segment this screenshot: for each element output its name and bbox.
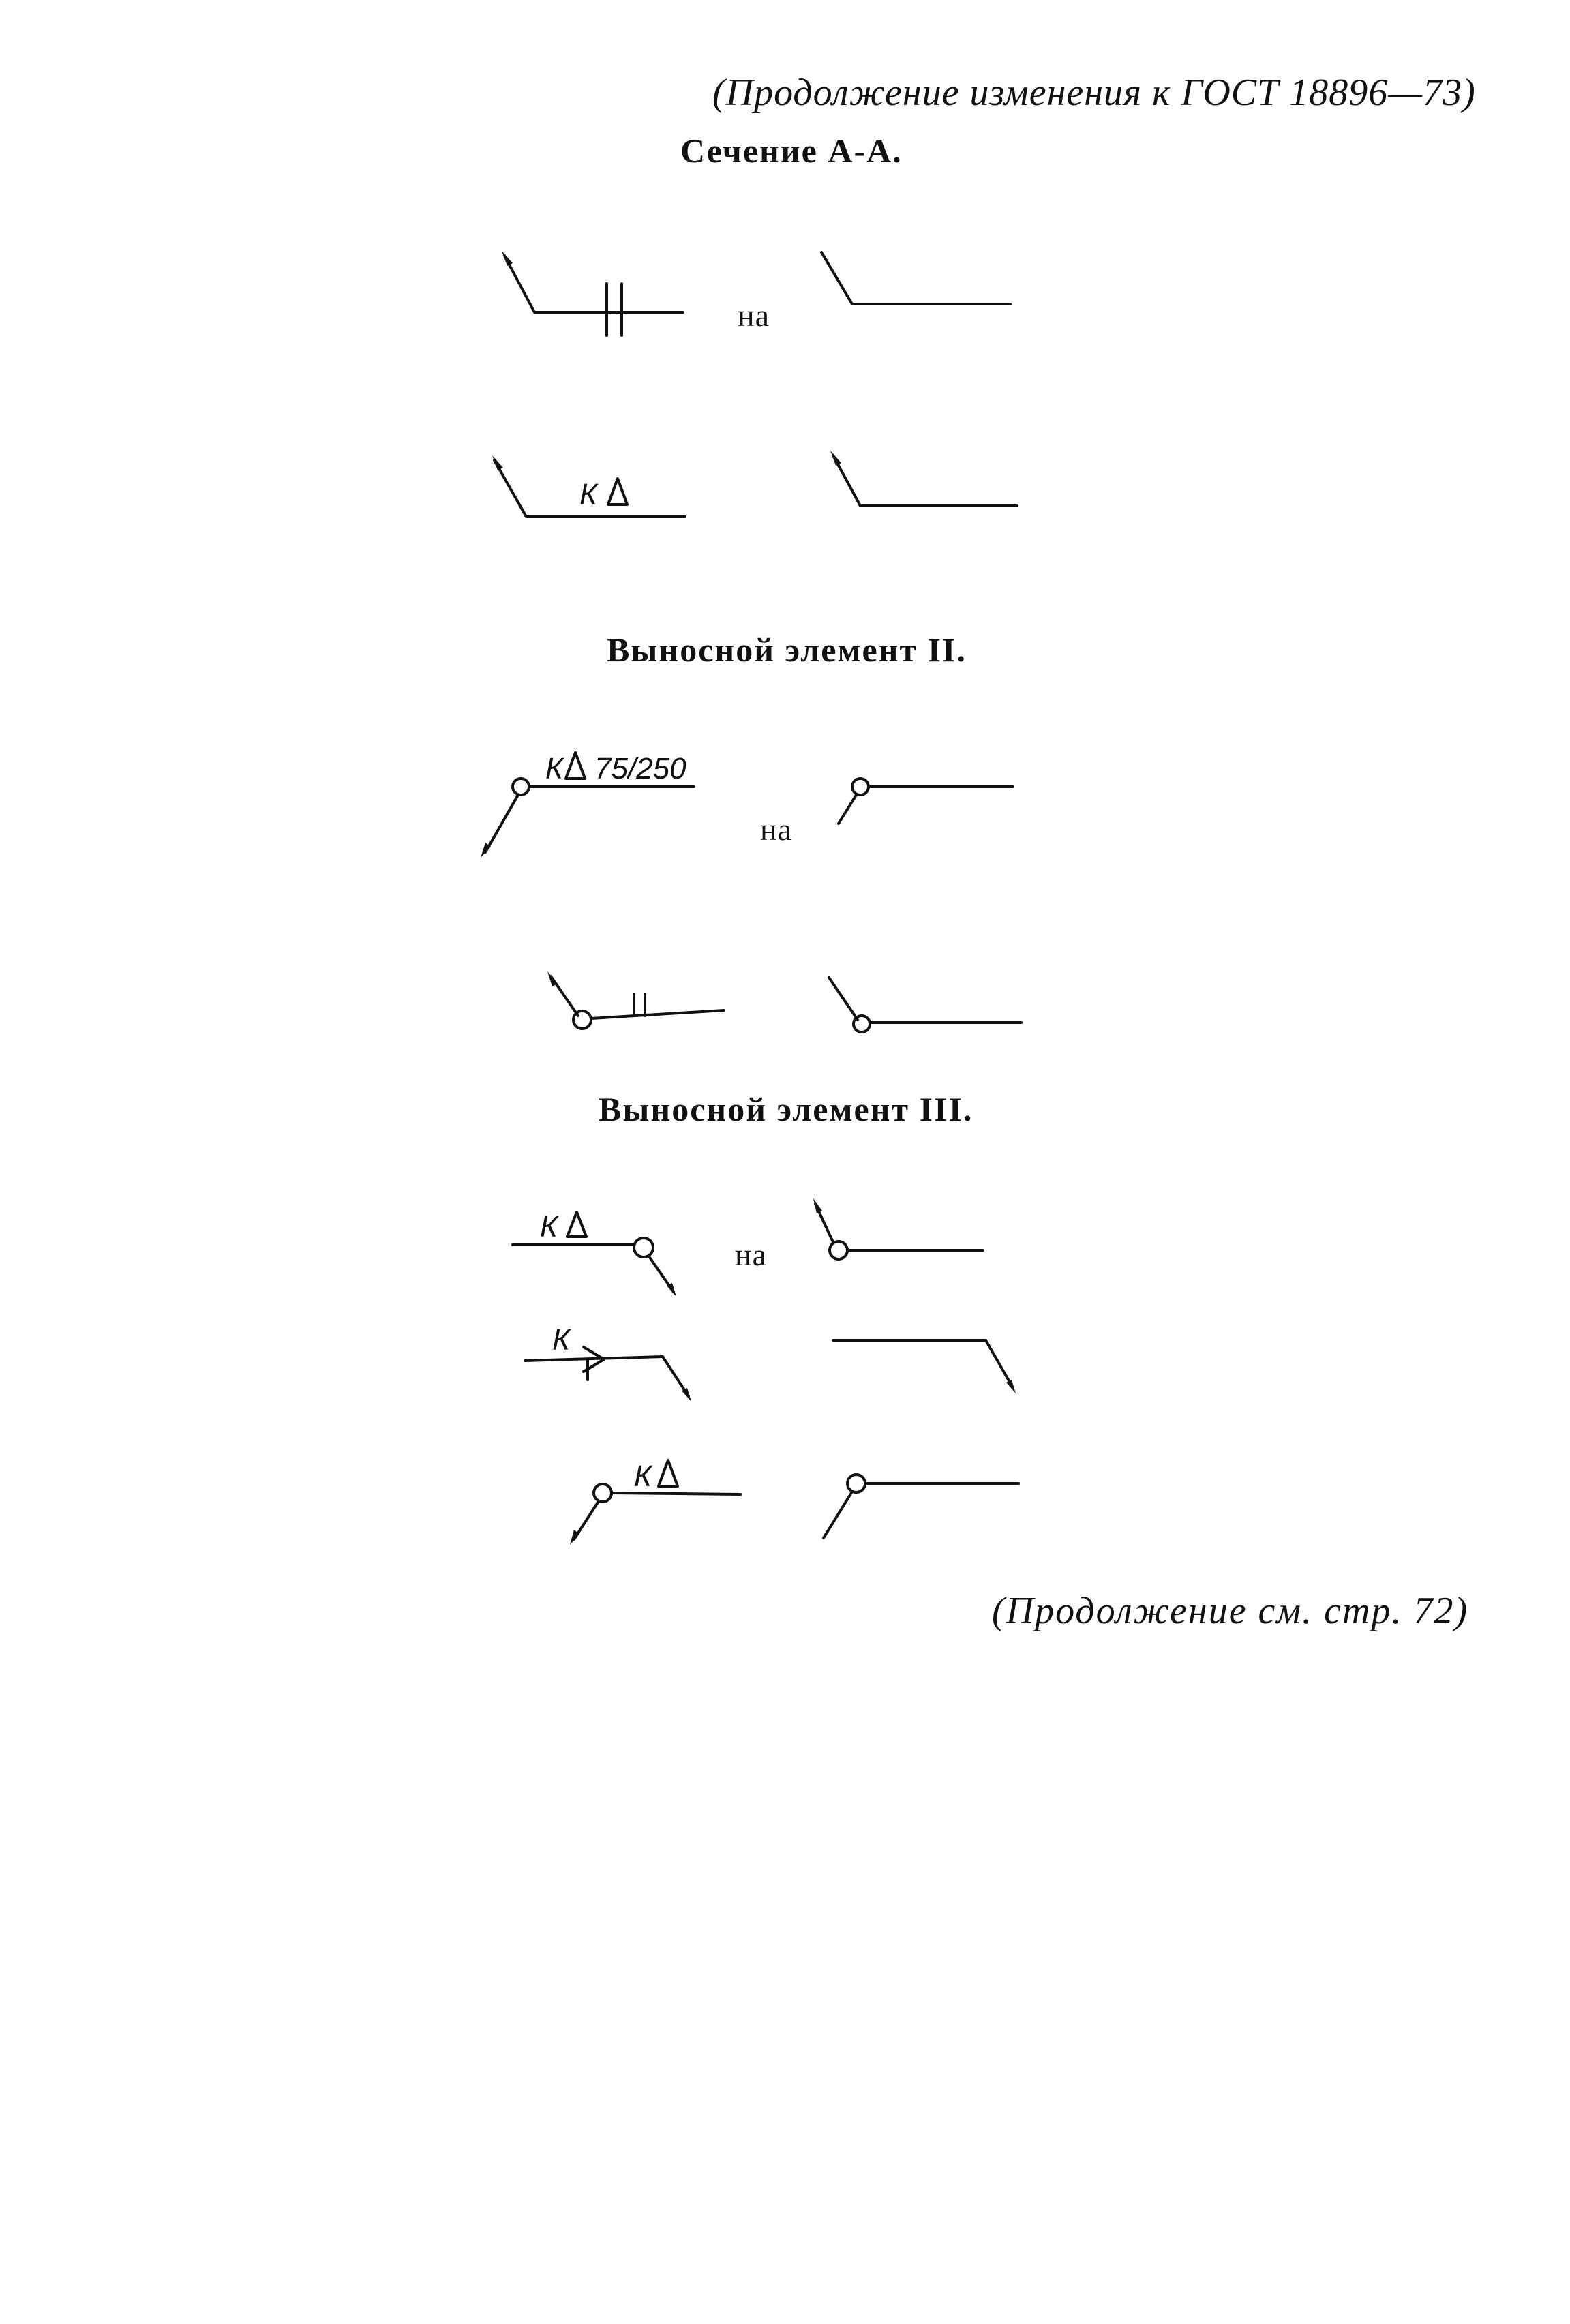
detail2-row2-new-symbol [829, 978, 1021, 1032]
detail3-row2-k-label: К [552, 1323, 570, 1357]
replacement-word-2: на [760, 812, 793, 847]
aa-row2-new-symbol [830, 451, 1017, 506]
detail2-k-label: К [545, 752, 563, 785]
detail3-row1-new-symbol [813, 1198, 983, 1259]
detail3-row3-old-symbol [570, 1460, 740, 1545]
section-title-detail-3: Выносной элемент III. [599, 1090, 973, 1128]
detail3-row1-old-symbol [513, 1210, 676, 1297]
section-title-aa: Сечение А-А. [680, 132, 903, 170]
aa-row2-old-symbol [492, 455, 685, 517]
detail2-row2-old-symbol [547, 971, 724, 1029]
fillet-weld-triangle-icon [566, 753, 585, 779]
detail3-row1-k-label: К [540, 1210, 558, 1243]
aa-row1-new-symbol [821, 252, 1010, 304]
detail3-row2-old-symbol [525, 1323, 691, 1402]
intermittent-dims-label: 75/250 [594, 752, 686, 785]
fillet-weld-triangle-icon [608, 479, 627, 504]
replacement-word-3: на [735, 1237, 768, 1272]
aa-row1-old-symbol [502, 251, 683, 335]
fillet-weld-triangle-icon [659, 1460, 678, 1486]
replacement-word-1: на [738, 298, 770, 333]
detail3-row3-new-symbol [824, 1475, 1018, 1538]
aa-row2-k-label: К [579, 478, 597, 511]
detail2-row1-new-symbol [839, 779, 1013, 824]
detail2-row1-old-symbol [481, 752, 694, 858]
section-title-detail-2: Выносной элемент II. [607, 631, 967, 669]
header-note: (Продолжение изменения к ГОСТ 18896—73) [712, 72, 1476, 114]
detail3-row2-new-symbol [833, 1340, 1016, 1393]
detail3-row3-k-label: К [634, 1460, 652, 1493]
footer-note: (Продолжение см. стр. 72) [992, 1590, 1469, 1632]
fillet-weld-triangle-icon [567, 1212, 586, 1237]
